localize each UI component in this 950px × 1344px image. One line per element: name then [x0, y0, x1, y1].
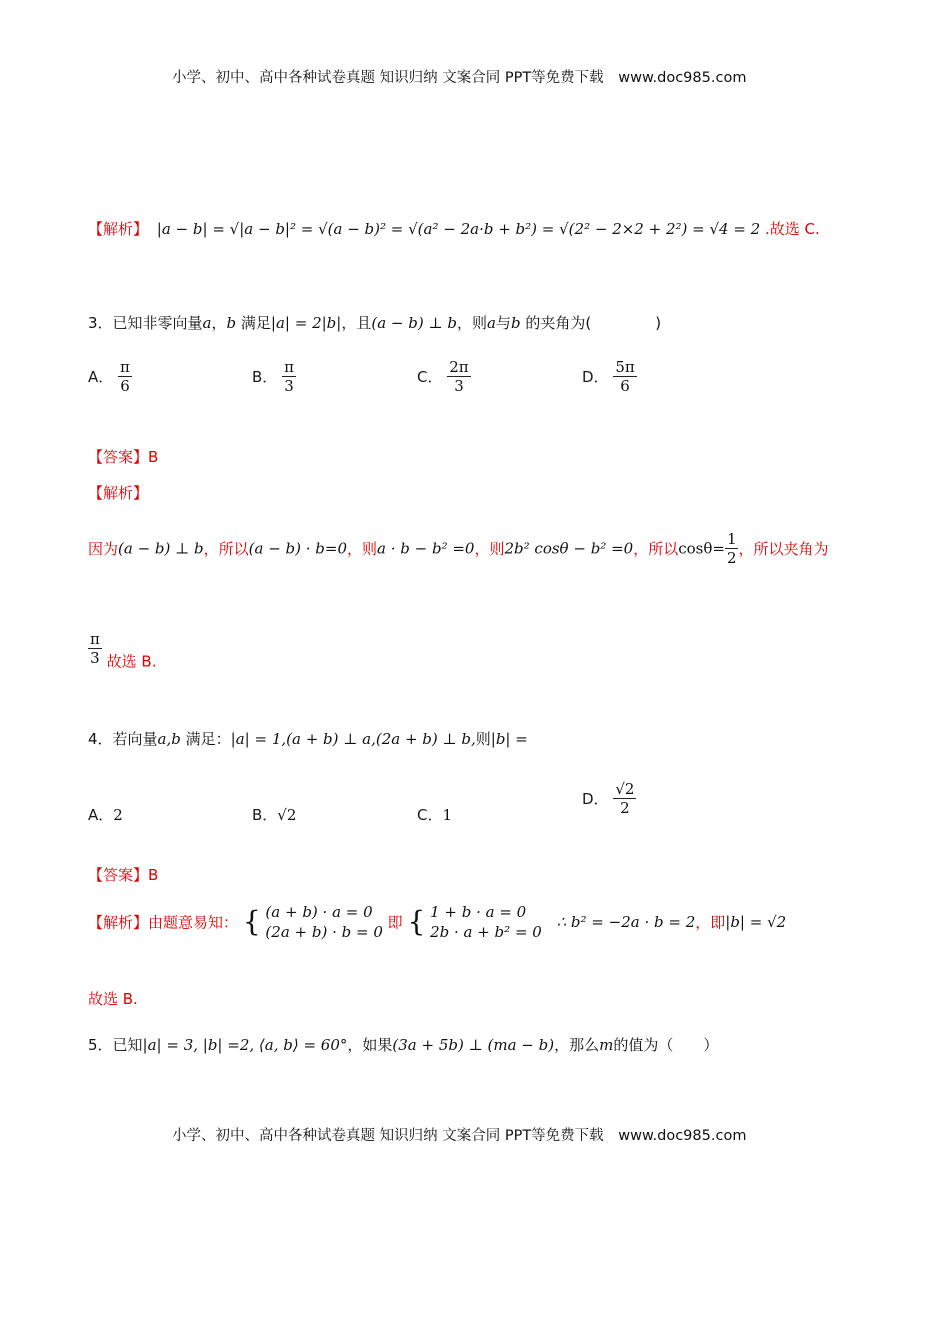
q4-prompt-b: 满足：	[185, 730, 231, 748]
q4-prompt-a: 4．若向量	[88, 730, 158, 748]
q5-prompt-b: ，如果	[347, 1036, 393, 1054]
system-2	[430, 902, 542, 942]
prev-solution	[88, 218, 820, 239]
cos-expr: cosθ=	[678, 539, 725, 558]
q3-var-a-2: a	[486, 314, 496, 332]
system-brace: {	[407, 905, 426, 938]
option-fraction: $\frac{2\pi}{3}$	[449, 358, 469, 395]
header-text: 小学、初中、高中各种试卷真题 知识归纳 文案合同 PPT等免费下载	[172, 70, 604, 86]
q4-option-c[interactable]	[417, 804, 452, 825]
analysis-expr: a · b − b² =0	[377, 539, 475, 558]
analysis-expr: 2b² cosθ − b² =0	[504, 539, 634, 558]
option-fraction: $\frac{\pi}{6}$	[120, 358, 130, 395]
cos-fraction: $\frac{1}{2}$	[726, 530, 737, 567]
q3-prompt-d: ，则	[456, 314, 487, 332]
q4-option-a[interactable]	[88, 804, 123, 825]
footer-text: 小学、初中、高中各种试卷真题 知识归纳 文案合同 PPT等免费下载	[172, 1128, 604, 1144]
solution-conclusion: .故选 C.	[765, 220, 820, 238]
conclusion-text: 故选 B.	[106, 652, 157, 671]
analysis-text: 因为	[88, 540, 119, 558]
system-line: 2b · a + b² = 0	[430, 923, 542, 941]
footer-url[interactable]: www.doc985.com	[618, 1128, 747, 1144]
analysis-text: ，所以	[203, 540, 249, 558]
option-value: 2	[113, 806, 123, 824]
analysis-text: ，所以夹角为	[738, 540, 829, 558]
q4-ask: |b| =	[490, 730, 528, 748]
analysis-text: ，则	[347, 540, 378, 558]
page-footer	[172, 1124, 746, 1145]
q3-prompt-b: 满足	[240, 314, 271, 332]
q5-prompt-c: ，那么	[554, 1036, 600, 1054]
analysis-text: 由题意易知：	[148, 913, 239, 932]
angle-fraction: $\frac{\pi}{3}$	[90, 630, 100, 667]
system-1	[265, 902, 382, 942]
q3-option-b[interactable]	[252, 358, 296, 395]
q4-cond: |a| = 1,(a + b) ⊥ a,(2a + b) ⊥ b,	[230, 730, 476, 748]
q3-prompt-c: ，且	[341, 314, 372, 332]
option-label: D．	[582, 368, 609, 386]
solution-formula: |a − b| = √|a − b|² = √(a − b)² = √(a² − 2a·b + b²) = √(2² − 2×2 + 2²) = √4 = 2	[156, 220, 761, 238]
analysis-expr: (a − b) ⊥ b	[118, 539, 204, 558]
q3-prompt-e: 与	[495, 314, 511, 332]
option-label: A．	[88, 368, 114, 386]
q4-answer: 【答案】B	[88, 866, 159, 884]
option-fraction: $\frac{\pi}{3}$	[284, 358, 294, 395]
option-fraction: $\frac{5\pi}{6}$	[615, 358, 635, 395]
q3-analysis-label: 【解析】	[88, 484, 149, 502]
q4-analysis	[88, 902, 786, 942]
analysis-expr: (a − b) · b=0	[248, 539, 348, 558]
q3-var-a: a	[202, 314, 212, 332]
q3-sep: ，	[211, 314, 227, 332]
question-4	[88, 728, 528, 749]
q4-conclusion: 故选 B.	[88, 990, 138, 1008]
option-label: A．	[88, 806, 114, 824]
option-label: B．	[252, 806, 278, 824]
q5-prompt-d: 的值为（ ）	[613, 1036, 719, 1054]
q3-answer: 【答案】B	[88, 448, 159, 466]
option-value: √2	[277, 806, 297, 824]
option-fraction: $\frac{√2}{2}$	[615, 780, 635, 817]
option-label: B．	[252, 368, 278, 386]
page-header	[172, 66, 746, 87]
q3-paren-close: )	[655, 314, 662, 332]
q3-cond-2: (a − b) ⊥ b	[371, 314, 457, 332]
analysis-text: 即	[387, 913, 403, 932]
q5-prompt-a: 5．已知	[88, 1036, 143, 1054]
q3-option-a[interactable]	[88, 358, 132, 395]
analysis-text: ，即	[695, 913, 726, 932]
question-5	[88, 1034, 718, 1055]
question-3	[88, 312, 661, 333]
header-url[interactable]: www.doc985.com	[618, 70, 747, 86]
q3-prompt-f: 的夹角为(	[525, 314, 592, 332]
q3-var-b-2: b	[510, 314, 521, 332]
option-label: C．	[417, 368, 443, 386]
q3-prompt-a: 3．已知非零向量	[88, 314, 203, 332]
analysis-label: 【解析】	[88, 913, 149, 932]
system-line: (2a + b) · b = 0	[265, 923, 383, 941]
option-value: 1	[442, 806, 453, 824]
option-label: C．	[417, 806, 443, 824]
therefore-expr: ∴ b² = −2a · b = 2	[556, 913, 696, 931]
option-label: D．	[582, 790, 609, 808]
system-line: 1 + b · a = 0	[430, 903, 527, 921]
q4-vars: a,b	[157, 730, 181, 748]
q3-conclusion	[88, 630, 156, 672]
system-brace: {	[242, 905, 261, 938]
q3-analysis	[88, 530, 829, 567]
analysis-text: ，则	[474, 540, 505, 558]
q3-var-b: b	[226, 314, 237, 332]
q5-expr: (3a + 5b) ⊥ (ma − b)	[392, 1036, 555, 1054]
analysis-label: 【解析】	[88, 220, 149, 238]
result-expr: |b| = √2	[725, 913, 787, 931]
q3-cond-1: |a| = 2|b|	[270, 314, 342, 332]
q3-option-c[interactable]	[417, 358, 471, 395]
q5-var-m: m	[599, 1036, 614, 1054]
system-line: (a + b) · a = 0	[265, 903, 373, 921]
q4-prompt-c: 则	[475, 730, 491, 748]
q3-option-d[interactable]	[582, 358, 637, 395]
q4-option-d[interactable]	[582, 780, 636, 817]
q5-cond: |a| = 3, |b| =2, ⟨a, b⟩ = 60°	[142, 1036, 348, 1054]
analysis-text: ，所以	[633, 540, 679, 558]
q4-option-b[interactable]	[252, 804, 296, 825]
